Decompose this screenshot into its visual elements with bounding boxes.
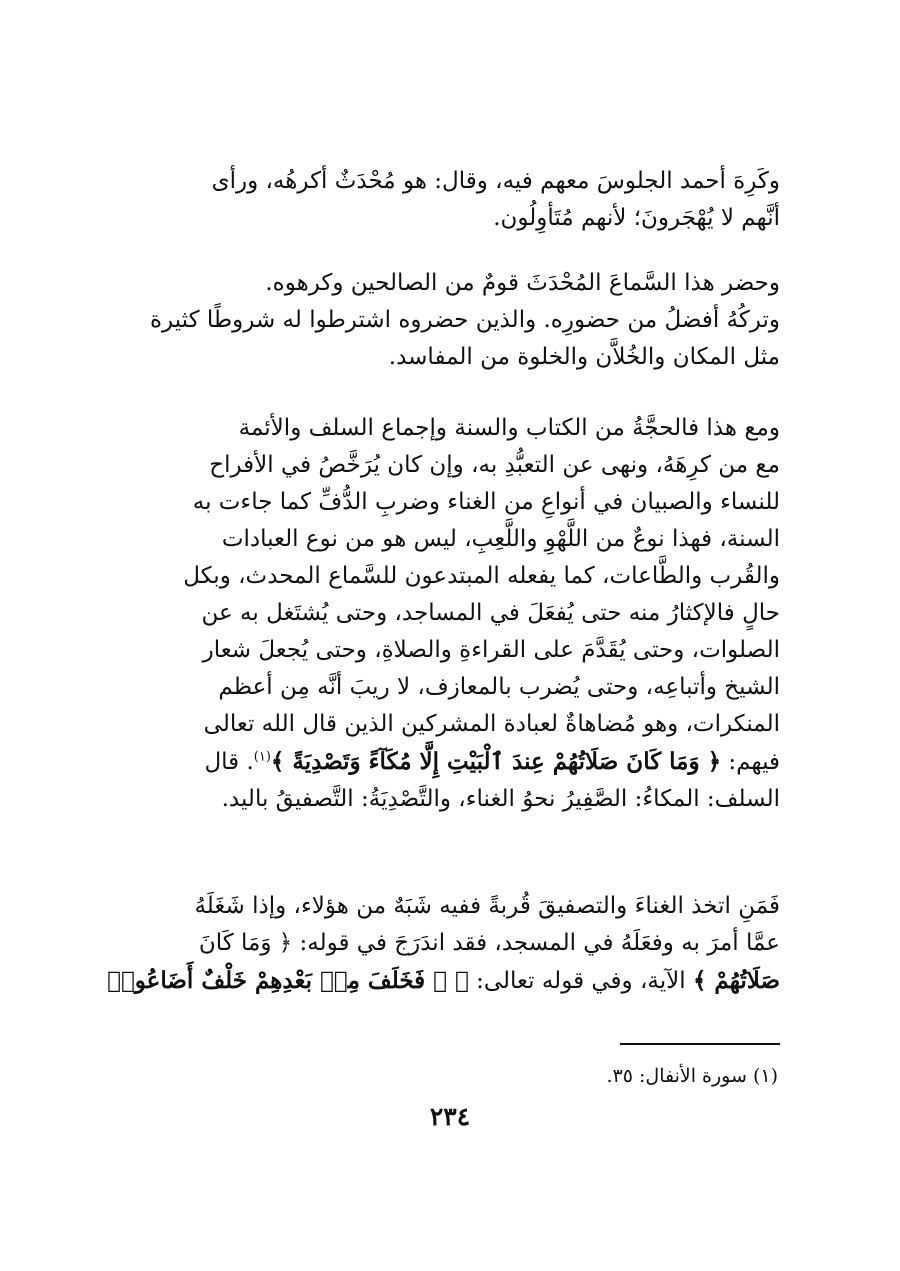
text-line: وحضر هذا السَّماعَ المُحْدَثَ قومٌ من الصالحين وكرهوه. xyxy=(265,270,780,296)
footnote: (١) سورة الأنفال: ٣٥. xyxy=(606,1065,778,1087)
text-line: مثل المكان والخُلاَّن والخلوة من المفاسد. xyxy=(388,344,780,370)
text-line: المنكرات، وهو مُضاهاةٌ لعبادة المشركين الذين قال الله تعالى xyxy=(203,711,780,737)
text-line: السلف: المكاءُ: الصَّفِيرُ نحوُ الغناء، والتَّصْدِيَةُ: التَّصفيقُ باليد. xyxy=(221,786,780,812)
verse-line-lead: فيهم: xyxy=(721,749,780,775)
quran-verse: صَلَاتُهُمْ ﴾ xyxy=(692,967,780,994)
text-line: أنَّهم لا يُهْجَرونَ؛ لأنهم مُتَأوِلُون. xyxy=(493,205,780,231)
mixed-verse-line xyxy=(107,962,780,1000)
text-line: الصلوات، وحتى يُقَدَّمَ على القراءةِ والصلاةِ، وحتى يُجعلَ شعار xyxy=(202,637,780,663)
verse-line xyxy=(120,743,780,781)
footnote-marker[interactable]: (١) xyxy=(253,749,271,765)
text-line: فَمَنِ اتخذ الغناءَ والتصفيقَ قُربةً ففيه شَبَهٌ من هؤلاء، وإذا شَغَلَهُ xyxy=(194,893,780,919)
page-number: ٢٣٤ xyxy=(429,1102,471,1131)
text-line: وتركُهُ أفضلُ من حضورِه. والذين حضروه اشترطوا له شروطًا كثيرة xyxy=(149,307,780,333)
paragraph-3 xyxy=(120,410,780,818)
text-line: والقُرب والطَّاعات، كما يفعله المبتدعون للسَّماع المحدث، وبكل xyxy=(183,563,780,589)
text-span: الآية، وفي قوله تعالى: xyxy=(468,968,693,994)
quran-verse: ﴿ ۞ فَخَلَفَ مِنۢ بَعْدِهِمْ خَلْفٌ أَضَاعُوا۟ xyxy=(107,967,469,994)
footnote-separator xyxy=(620,1043,780,1045)
text-line: وكَرِهَ أحمد الجلوسَ معهم فيه، وقال: هو مُحْدَثٌ أكرهُه، ورأى xyxy=(211,168,780,194)
text-line: الشيخ وأتباعِه، وحتى يُضرب بالمعازف، لا ريبَ أنَّه مِن أعظم xyxy=(218,674,780,700)
paragraph-4 xyxy=(107,888,780,1000)
text-line: السنة، فهذا نوعٌ من اللَّهْوِ واللَّعِبِ، ليس هو من نوع العبادات xyxy=(221,526,780,552)
quran-verse: ﴿ وَمَا كَانَ صَلَاتُهُمْ عِندَ ٱلْبَيْتِ إِلَّا مُكَآءً وَتَصْدِيَةً ﴾ xyxy=(270,748,722,775)
paragraph-2 xyxy=(120,265,780,376)
text-line: ومع هذا فالحجَّةُ من الكتاب والسنة وإجماع السلف والأئمة xyxy=(238,415,780,441)
paragraph-1 xyxy=(120,163,780,237)
text-line: للنساء والصبيان في أنواعِ من الغناء وضربِ الدُّفِّ كما جاءت به xyxy=(192,489,780,515)
text-line: حالٍ فالإكثارُ منه حتى يُفعَلَ في المساجد، وحتى يُشتَغل به عن xyxy=(201,600,780,626)
text-line: مع من كرِهَهُ، ونهى عن التعبُّدِ به، وإن كان يُرَخَّصُ في الأفراح xyxy=(209,452,780,478)
verse-line-tail: . قال xyxy=(204,749,254,775)
text-line: عمَّا أمرَ به وفعَلَهُ في المسجد، فقد اندَرَجَ في قوله: ﴿ وَمَا كَانَ xyxy=(198,930,780,956)
